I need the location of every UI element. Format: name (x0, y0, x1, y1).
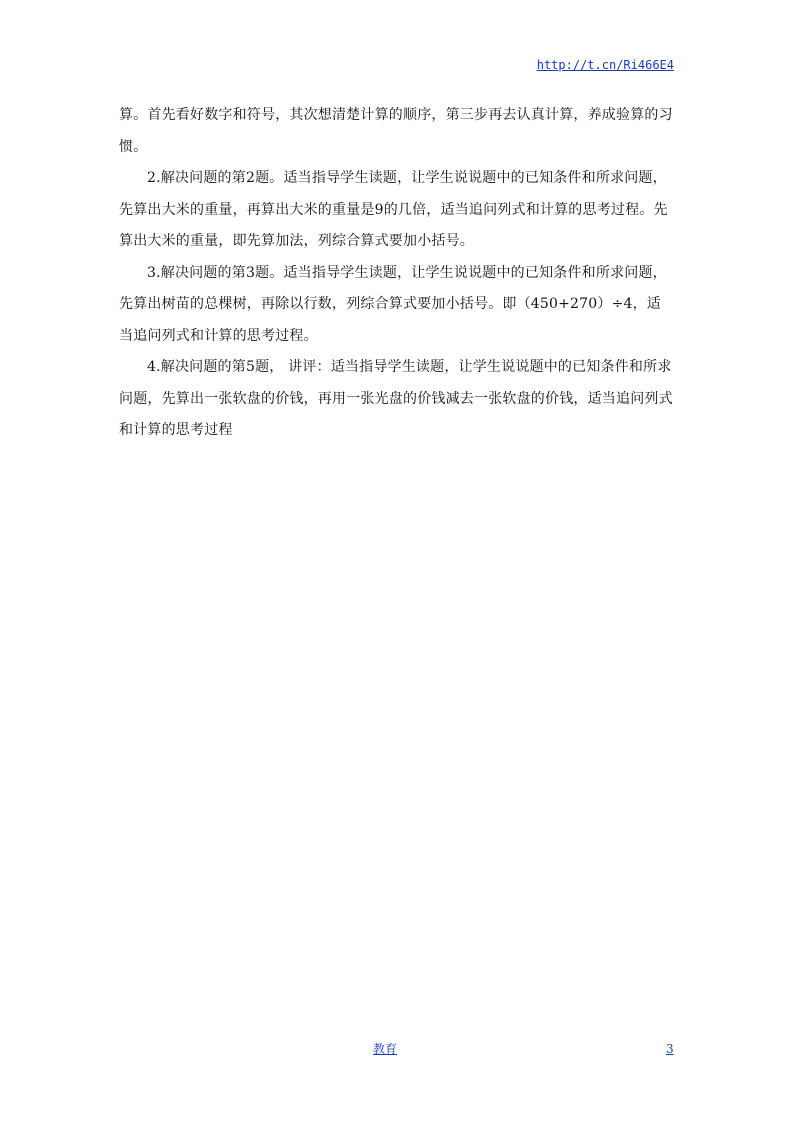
paragraph-problem-5: 4.解决问题的第5题， 讲评：适当指导学生读题，让学生说说题中的已知条件和所求问题，先算出一张软盘的价钱，再用一张光盘的价钱减去一张软盘的价钱，适当追问列式和计算的思考过程 (119, 359, 673, 438)
paragraph-problem-2: 2.解决问题的第2题。适当指导学生读题，让学生说说题中的已知条件和所求问题，先算出大米的重量，再算出大米的重量是9的几倍，适当追问列式和计算的思考过程。先算出大米的重量，即先算加法，列综合算式要加小括号。 (119, 170, 668, 249)
paragraph-continuation: 算。首先看好数字和符号，其次想清楚计算的顺序，第三步再去认真计算，养成验算的习惯。 (119, 107, 673, 155)
header-url-link[interactable]: http://t.cn/Ri466E4 (536, 58, 674, 72)
paragraph-problem-3: 3.解决问题的第3题。适当指导学生读题，让学生说说题中的已知条件和所求问题，先算出树苗的总棵树，再除以行数，列综合算式要加小括号。即（450+270）÷4，适当追问列式和计算的思考过程。 (119, 264, 667, 344)
page-number: 3 (666, 1042, 674, 1056)
document-body (119, 100, 675, 447)
footer-label-link[interactable]: 教育 (373, 1042, 398, 1056)
